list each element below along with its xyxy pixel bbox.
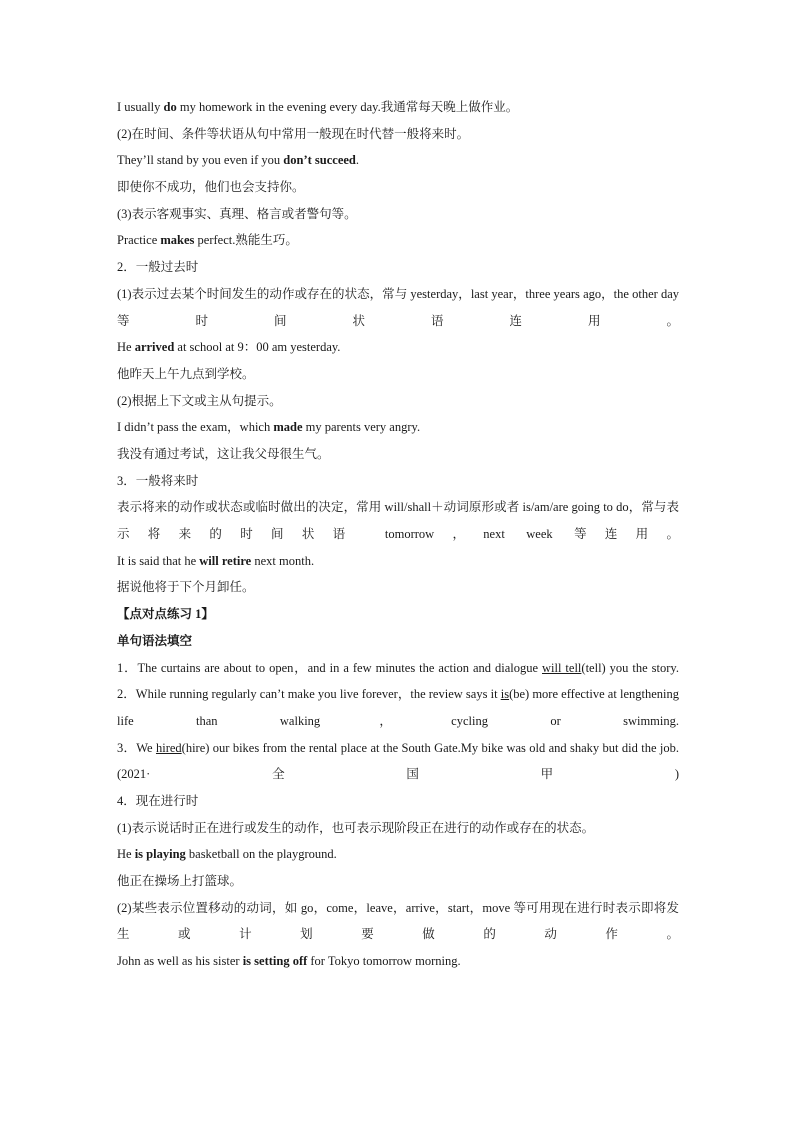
highlight-verb: will retire: [199, 553, 252, 568]
rule-text: (2)在时间、条件等状语从句中常用一般现在时代替一般将来时。: [117, 126, 470, 141]
translation: 我没有通过考试，这让我父母很生气。: [117, 446, 330, 461]
answer-blank: is: [500, 687, 510, 702]
practice-heading: 【点对点练习 1】: [117, 607, 214, 622]
rule-text: (2)某些表示位置移动的动词，如 go，come，leave，arrive，start，move 等可用现在进行时表示即将发生或计划要做的动作。: [117, 900, 679, 942]
highlight-verb: is setting off: [242, 954, 308, 969]
example-sentence: It is said that he will retire next month.: [117, 553, 315, 568]
rule-text: (2)根据上下文或主从句提示。: [117, 393, 282, 408]
example-sentence: I didn’t pass the exam，which made my parents very angry.: [117, 420, 421, 435]
document-page: [117, 94, 679, 975]
translation: 他昨天上午九点到学校。: [117, 366, 255, 381]
example-sentence: John as well as his sister is setting off for Tokyo tomorrow morning.: [117, 954, 461, 969]
example-sentence: I usually do my homework in the evening every day.我通常每天晚上做作业。: [117, 100, 519, 114]
rule-text: (1)表示说话时正在进行或发生的动作，也可表示现阶段正在进行的动作或存在的状态。: [117, 820, 595, 835]
highlight-verb: do: [163, 100, 177, 114]
highlight-verb: is playing: [134, 847, 186, 862]
section-heading: 4．现在进行时: [117, 794, 199, 809]
highlight-verb: made: [273, 420, 303, 435]
example-sentence: Practice makes perfect.熟能生巧。: [117, 233, 298, 248]
rule-text: (3)表示客观事实、真理、格言或者警句等。: [117, 206, 357, 221]
translation: 他正在操场上打篮球。: [117, 874, 243, 889]
exercise-question: 3．We hired(hire) our bikes from the rental place at the South Gate.My bike was old and shaky but did the job.(2021·全国甲): [117, 740, 679, 782]
answer-blank: hired: [155, 740, 182, 755]
example-sentence: They’ll stand by you even if you don’t succeed.: [117, 153, 359, 168]
rule-text: 表示将来的动作或状态或临时做出的决定，常用 will/shall＋动词原形或者 is/am/are going to do，常与表示将来的时间状语 tomorrow，next week 等连用。: [117, 500, 679, 542]
rule-text: (1)表示过去某个时间发生的动作或存在的状态，常与 yesterday，last year，three years ago，the other day 等时间状语连用。: [117, 286, 679, 328]
example-sentence: He arrived at school at 9：00 am yesterday.: [117, 340, 341, 355]
translation: 据说他将于下个月卸任。: [117, 580, 255, 595]
exercise-question: 1．The curtains are about to open，and in a few minutes the action and dialogue will tell(tell) you the story.: [117, 660, 679, 675]
example-sentence: He is playing basketball on the playground.: [117, 847, 337, 862]
exercise-title: 单句语法填空: [117, 633, 193, 648]
highlight-verb: arrived: [134, 340, 175, 355]
section-heading: 2．一般过去时: [117, 260, 199, 275]
section-heading: 3．一般将来时: [117, 473, 199, 488]
exercise-question: 2．While running regularly can’t make you live forever，the review says it is(be) more effective at lengthening life than walking，cycling or swimming.: [117, 687, 679, 728]
highlight-verb: don’t succeed: [283, 153, 356, 168]
highlight-verb: makes: [160, 233, 195, 248]
answer-blank: will tell: [542, 660, 582, 675]
translation: 即使你不成功，他们也会支持你。: [117, 180, 305, 195]
